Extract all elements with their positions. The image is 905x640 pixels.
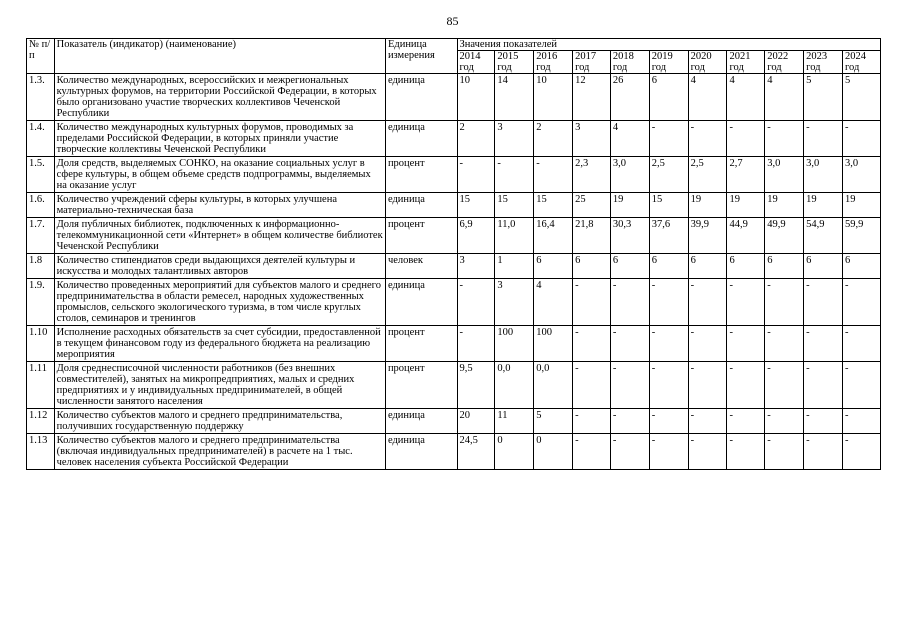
indicator-name: Доля средств, выделяемых СОНКО, на оказание социальных услуг в сфере культуры, в общем объеме средств подпрограммы, выделяемых на оказание услуг (54, 157, 385, 193)
value-cell: - (688, 121, 727, 157)
value-cell: 10 (457, 74, 495, 121)
value-cell: - (649, 434, 688, 470)
value-cell: 21,8 (573, 218, 611, 254)
header-year: 2016 год (534, 51, 573, 74)
value-cell: - (765, 279, 804, 326)
indicator-name: Количество стипендиатов среди выдающихся деятелей культуры и искусства и молодых талантливых авторов (54, 254, 385, 279)
value-cell: 19 (688, 193, 727, 218)
value-cell: 3,0 (610, 157, 649, 193)
value-cell: - (727, 409, 765, 434)
unit-cell: единица (385, 121, 457, 157)
value-cell: 0,0 (534, 362, 573, 409)
table-row (27, 279, 881, 326)
header-year: 2019 год (649, 51, 688, 74)
value-cell: 3 (573, 121, 611, 157)
header-row (27, 39, 881, 51)
header-unit: Единица измерения (385, 39, 457, 74)
header-year: 2018 год (610, 51, 649, 74)
row-number: 1.9. (27, 279, 55, 326)
value-cell: 6 (727, 254, 765, 279)
row-number: 1.6. (27, 193, 55, 218)
value-cell: - (610, 362, 649, 409)
value-cell: 0 (495, 434, 534, 470)
indicator-name: Количество международных, всероссийских и межрегиональных культурных форумов, на территории Российской Федерации, в которых было организовано участие творческих коллективов Чеченской Республики (54, 74, 385, 121)
value-cell: 3 (495, 279, 534, 326)
value-cell: - (573, 362, 611, 409)
value-cell: 14 (495, 74, 534, 121)
value-cell: 6 (573, 254, 611, 279)
row-number: 1.13 (27, 434, 55, 470)
value-cell: - (765, 409, 804, 434)
table-row (27, 218, 881, 254)
table-row (27, 157, 881, 193)
table-row (27, 409, 881, 434)
header-year: 2017 год (573, 51, 611, 74)
value-cell: 19 (610, 193, 649, 218)
value-cell: 16,4 (534, 218, 573, 254)
value-cell: 15 (534, 193, 573, 218)
value-cell: - (495, 157, 534, 193)
value-cell: 24,5 (457, 434, 495, 470)
unit-cell: единица (385, 279, 457, 326)
value-cell: - (804, 362, 843, 409)
value-cell: 4 (534, 279, 573, 326)
value-cell: - (804, 434, 843, 470)
header-year: 2020 год (688, 51, 727, 74)
indicator-name: Исполнение расходных обязательств за счет субсидии, предоставленной в текущем финансовом году из федерального бюджета на реализацию мероприятия (54, 326, 385, 362)
value-cell: - (649, 409, 688, 434)
row-number: 1.8 (27, 254, 55, 279)
value-cell: - (688, 434, 727, 470)
table-row (27, 254, 881, 279)
value-cell: - (843, 434, 881, 470)
row-number: 1.3. (27, 74, 55, 121)
value-cell: 6 (649, 254, 688, 279)
value-cell: - (727, 434, 765, 470)
value-cell: - (688, 409, 727, 434)
value-cell: 9,5 (457, 362, 495, 409)
value-cell: 6 (534, 254, 573, 279)
row-number: 1.5. (27, 157, 55, 193)
value-cell: - (457, 326, 495, 362)
indicator-name: Доля публичных библиотек, подключенных к информационно-телекоммуникационной сети «Интернет» в общем количестве библиотек Чеченской Республики (54, 218, 385, 254)
table-row (27, 326, 881, 362)
value-cell: 2,3 (573, 157, 611, 193)
value-cell: - (843, 121, 881, 157)
indicator-name: Количество проведенных мероприятий для субъектов малого и среднего предпринимательства в области ремесел, народных художественных промыслов, сельского экологического туризма, в том числе круглых столов, семинаров и тренингов (54, 279, 385, 326)
value-cell: - (573, 326, 611, 362)
table-row (27, 121, 881, 157)
value-cell: - (610, 279, 649, 326)
value-cell: 12 (573, 74, 611, 121)
indicator-name: Количество субъектов малого и среднего предпринимательства (включая индивидуальных предпринимателей) в расчете на 1 тыс. человек населения субъекта Российской Федерации (54, 434, 385, 470)
value-cell: - (610, 326, 649, 362)
value-cell: 15 (649, 193, 688, 218)
value-cell: 100 (534, 326, 573, 362)
value-cell: - (843, 279, 881, 326)
value-cell: - (804, 409, 843, 434)
value-cell: 4 (765, 74, 804, 121)
value-cell: - (649, 326, 688, 362)
header-year: 2015 год (495, 51, 534, 74)
value-cell: 5 (843, 74, 881, 121)
value-cell: - (727, 121, 765, 157)
value-cell: 6 (649, 74, 688, 121)
value-cell: 3 (457, 254, 495, 279)
value-cell: - (727, 326, 765, 362)
header-values-title: Значения показателей (457, 39, 880, 51)
value-cell: 19 (804, 193, 843, 218)
value-cell: - (843, 326, 881, 362)
indicator-name: Количество международных культурных форумов, проводимых за пределами Российской Федерации, в которых приняли участие творческие коллективы Чеченской Республики (54, 121, 385, 157)
value-cell: 11,0 (495, 218, 534, 254)
table-row (27, 434, 881, 470)
value-cell: 59,9 (843, 218, 881, 254)
value-cell: - (765, 434, 804, 470)
value-cell: 6,9 (457, 218, 495, 254)
row-number: 1.10 (27, 326, 55, 362)
header-year: 2014 год (457, 51, 495, 74)
value-cell: - (688, 279, 727, 326)
row-number: 1.4. (27, 121, 55, 157)
value-cell: 0 (534, 434, 573, 470)
header-year: 2023 год (804, 51, 843, 74)
header-year: 2024 год (843, 51, 881, 74)
value-cell: 11 (495, 409, 534, 434)
value-cell: 15 (457, 193, 495, 218)
indicators-table (26, 38, 881, 470)
value-cell: 4 (688, 74, 727, 121)
unit-cell: процент (385, 326, 457, 362)
value-cell: 30,3 (610, 218, 649, 254)
value-cell: - (649, 121, 688, 157)
value-cell: - (457, 279, 495, 326)
value-cell: - (688, 362, 727, 409)
value-cell: 4 (610, 121, 649, 157)
value-cell: 2 (534, 121, 573, 157)
value-cell: 2,7 (727, 157, 765, 193)
value-cell: 6 (843, 254, 881, 279)
value-cell: - (649, 279, 688, 326)
value-cell: 20 (457, 409, 495, 434)
value-cell: 3,0 (804, 157, 843, 193)
unit-cell: единица (385, 74, 457, 121)
value-cell: 6 (610, 254, 649, 279)
row-number: 1.11 (27, 362, 55, 409)
unit-cell: процент (385, 218, 457, 254)
value-cell: - (457, 157, 495, 193)
value-cell: - (610, 409, 649, 434)
value-cell: 49,9 (765, 218, 804, 254)
value-cell: 19 (843, 193, 881, 218)
value-cell: - (804, 279, 843, 326)
value-cell: - (765, 121, 804, 157)
value-cell: - (765, 362, 804, 409)
value-cell: 5 (534, 409, 573, 434)
value-cell: - (843, 409, 881, 434)
value-cell: 15 (495, 193, 534, 218)
value-cell: - (573, 409, 611, 434)
value-cell: 2,5 (688, 157, 727, 193)
value-cell: - (610, 434, 649, 470)
value-cell: 19 (727, 193, 765, 218)
value-cell: 2,5 (649, 157, 688, 193)
indicator-name: Количество субъектов малого и среднего предпринимательства, получивших государственную поддержку (54, 409, 385, 434)
table-row (27, 193, 881, 218)
page-number: 85 (446, 14, 459, 28)
value-cell: 1 (495, 254, 534, 279)
table-row (27, 74, 881, 121)
unit-cell: процент (385, 157, 457, 193)
value-cell: - (534, 157, 573, 193)
row-number: 1.7. (27, 218, 55, 254)
value-cell: 3 (495, 121, 534, 157)
value-cell: 4 (727, 74, 765, 121)
unit-cell: человек (385, 254, 457, 279)
value-cell: 54,9 (804, 218, 843, 254)
header-year: 2021 год (727, 51, 765, 74)
value-cell: 5 (804, 74, 843, 121)
value-cell: 2 (457, 121, 495, 157)
value-cell: 10 (534, 74, 573, 121)
value-cell: 44,9 (727, 218, 765, 254)
table-row (27, 362, 881, 409)
value-cell: 3,0 (765, 157, 804, 193)
value-cell: - (573, 279, 611, 326)
value-cell: 25 (573, 193, 611, 218)
value-cell: 26 (610, 74, 649, 121)
value-cell: - (765, 326, 804, 362)
value-cell: 100 (495, 326, 534, 362)
indicator-name: Количество учреждений сферы культуры, в которых улучшена материально-техническая база (54, 193, 385, 218)
value-cell: 19 (765, 193, 804, 218)
header-number: № п/п (27, 39, 55, 74)
value-cell: - (843, 362, 881, 409)
row-number: 1.12 (27, 409, 55, 434)
value-cell: - (573, 434, 611, 470)
unit-cell: единица (385, 193, 457, 218)
indicator-name: Доля среднесписочной численности работников (без внешних совместителей), занятых на микропредприятиях, малых и средних предприятиях и у индивидуальных предпринимателей, в общей численности занятого населения (54, 362, 385, 409)
value-cell: - (727, 362, 765, 409)
value-cell: 37,6 (649, 218, 688, 254)
value-cell: 6 (804, 254, 843, 279)
value-cell: - (688, 326, 727, 362)
value-cell: - (804, 326, 843, 362)
value-cell: 6 (688, 254, 727, 279)
value-cell: 39,9 (688, 218, 727, 254)
value-cell: 6 (765, 254, 804, 279)
unit-cell: единица (385, 434, 457, 470)
header-year: 2022 год (765, 51, 804, 74)
value-cell: 3,0 (843, 157, 881, 193)
unit-cell: единица (385, 409, 457, 434)
value-cell: - (649, 362, 688, 409)
header-indicator: Показатель (индикатор) (наименование) (54, 39, 385, 74)
unit-cell: процент (385, 362, 457, 409)
value-cell: - (804, 121, 843, 157)
value-cell: 0,0 (495, 362, 534, 409)
value-cell: - (727, 279, 765, 326)
